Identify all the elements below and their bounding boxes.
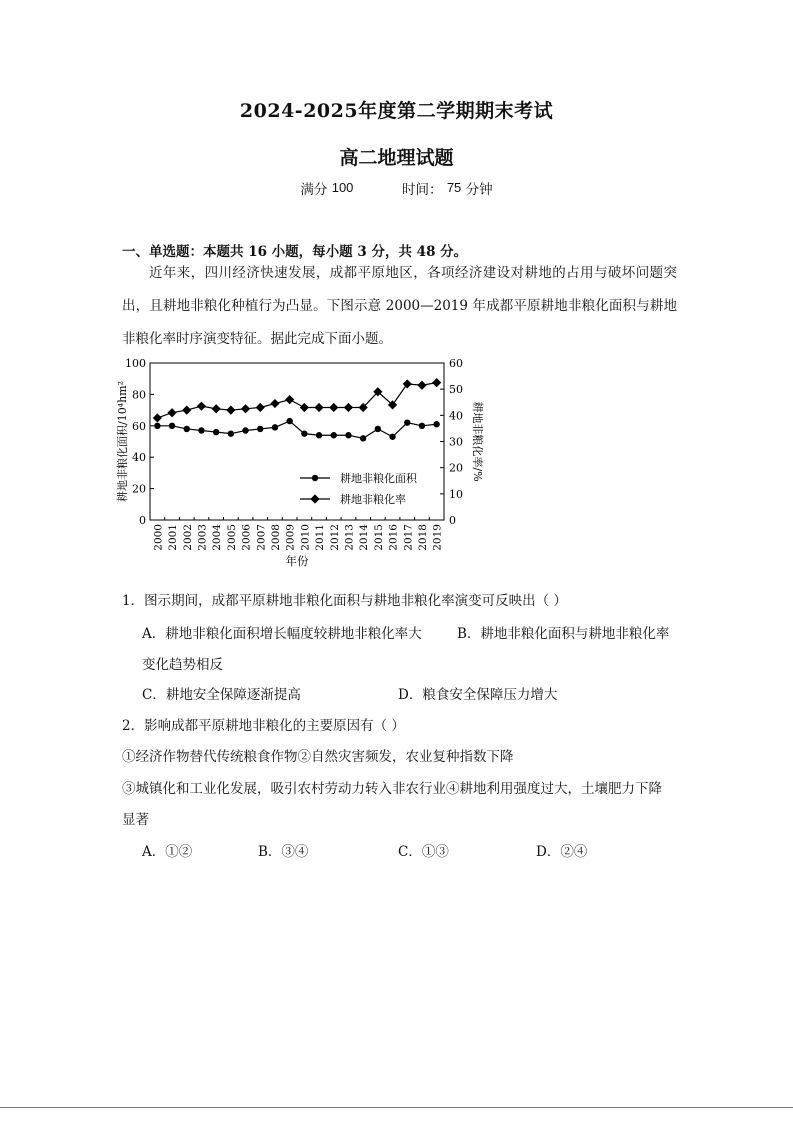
time-value: 75 [446,180,462,195]
rate-point [314,403,323,412]
right-tick-label: 10 [449,487,463,501]
area-point [228,430,234,436]
time-unit: 分钟 [465,182,493,198]
rate-point [270,399,279,408]
x-tick-label: 2014 [358,524,371,551]
q2-option-a[interactable]: A．①② [142,844,193,860]
area-point [433,421,439,427]
rate-point [241,404,250,413]
x-tick-label: 2018 [416,524,429,551]
x-tick-label: 2015 [372,524,385,551]
rate-point [432,378,441,387]
question-1-stem: 1．图示期间，成都平原耕地非粮化面积与耕地非粮化率演变可反映出（ ） [122,593,567,609]
legend-marker-diamond [310,494,319,503]
left-tick-label: 20 [132,482,146,496]
area-point [257,426,263,432]
rate-point [197,402,206,411]
left-tick-label: 60 [132,419,146,433]
x-tick-label: 2013 [343,524,356,551]
section-heading: 一、单选题：本题共 16 小题，每小题 3 分，共 48 分。 [122,244,468,260]
area-point [419,423,425,429]
rate-point [256,403,265,412]
area-point [242,427,248,433]
q1-option-a[interactable]: A．耕地非粮化面积增长幅度较耕地非粮化率大 [142,626,422,642]
page-bottom-rule [0,1107,793,1108]
question-2-stem: 2．影响成都平原耕地非粮化的主要原因有（ ） [122,718,405,734]
area-point [169,423,175,429]
area-point [198,427,204,433]
area-point [154,423,160,429]
area-point [272,424,278,430]
x-tick-label: 2004 [211,524,224,551]
area-point [184,426,190,432]
right-tick-label: 30 [449,435,463,449]
series-line-2 [157,383,436,418]
q1-option-d[interactable]: D．粮食安全保障压力增大 [398,687,558,703]
legend-label: 耕地非粮化率 [340,493,406,506]
x-tick-label: 2005 [225,524,238,551]
right-tick-label: 60 [449,357,463,370]
x-tick-label: 2011 [314,524,327,551]
x-tick-label: 2000 [152,524,165,551]
time-label: 时间： [402,182,443,198]
rate-point [212,404,221,413]
rate-point [344,403,353,412]
question-2-line-3: 显著 [122,812,149,828]
rate-point [417,381,426,390]
x-tick-label: 2019 [431,524,444,551]
area-point [316,432,322,438]
area-point [286,418,292,424]
legend-marker-circle [312,475,318,481]
x-tick-label: 2007 [255,524,268,551]
rate-point [329,403,338,412]
area-point [345,432,351,438]
x-tick-label: 2009 [284,524,297,551]
area-point [404,419,410,425]
right-tick-label: 40 [449,409,463,423]
x-tick-label: 2002 [181,524,194,551]
area-point [375,426,381,432]
rate-point [182,406,191,415]
area-point [213,429,219,435]
right-tick-label: 0 [449,514,456,527]
rate-point [226,406,235,415]
x-tick-label: 2010 [299,524,312,551]
x-tick-label: 2003 [196,524,209,551]
area-point [331,432,337,438]
left-tick-label: 100 [125,357,146,370]
rate-point [300,403,309,412]
left-tick-label: 80 [132,388,146,402]
rate-point [153,413,162,422]
exam-meta [0,178,793,198]
q1-option-c[interactable]: C．耕地安全保障逐渐提高 [142,687,301,703]
question-2-line-1: ①经济作物替代传统粮食作物②自然灾害频发，农业复种指数下降 [122,749,514,765]
x-tick-label: 2001 [167,524,180,551]
area-point [389,434,395,440]
intro-paragraph: 近年来，四川经济快速发展，成都平原地区，各项经济建设对耕地的占用与破坏问题突出，且耕地非粮化种植行为凸显。下图示意 2000—2019 年成都平原耕地非粮化面积与耕地非粮化率时序演变特征。据此完成下面小题。 [122,265,677,347]
question-2-line-2: ③城镇化和工业化发展，吸引农村劳动力转入非农行业④耕地利用强度过大，土壤肥力下降 [122,781,662,797]
score-value: 100 [331,180,354,195]
x-tick-label: 2006 [240,524,253,551]
x-tick-label: 2017 [402,524,415,551]
rate-point [167,408,176,417]
exam-subtitle: 高二地理试题 [339,147,454,169]
left-tick-label: 40 [132,451,146,465]
x-tick-label: 2008 [269,524,282,551]
y-axis-right-title: 耕地非粮化率/% [471,401,484,482]
area-point [301,430,307,436]
left-tick-label: 0 [139,514,146,527]
exam-title: 2024-2025年度第二学期期末考试 [239,100,554,122]
x-tick-label: 2012 [328,524,341,551]
rate-point [403,379,412,388]
legend-label: 耕地非粮化面积 [340,472,417,485]
q1-option-b-continued: 变化趋势相反 [142,657,223,673]
score-label: 满分 [300,182,328,198]
q2-option-b[interactable]: B．③④ [258,844,309,860]
x-tick-label: 2016 [387,524,400,551]
area-point [360,435,366,441]
line-chart [110,353,484,573]
right-tick-label: 20 [449,461,463,475]
y-axis-left-title: 耕地非粮化面积/10⁴hm² [116,380,129,503]
x-axis-title: 年份 [285,554,309,568]
q2-option-c[interactable]: C．①③ [398,844,449,860]
right-tick-label: 50 [449,383,463,397]
q2-option-d[interactable]: D．②④ [536,844,588,860]
rate-point [285,395,294,404]
q1-option-b[interactable]: B．耕地非粮化面积与耕地非粮化率 [457,626,670,642]
